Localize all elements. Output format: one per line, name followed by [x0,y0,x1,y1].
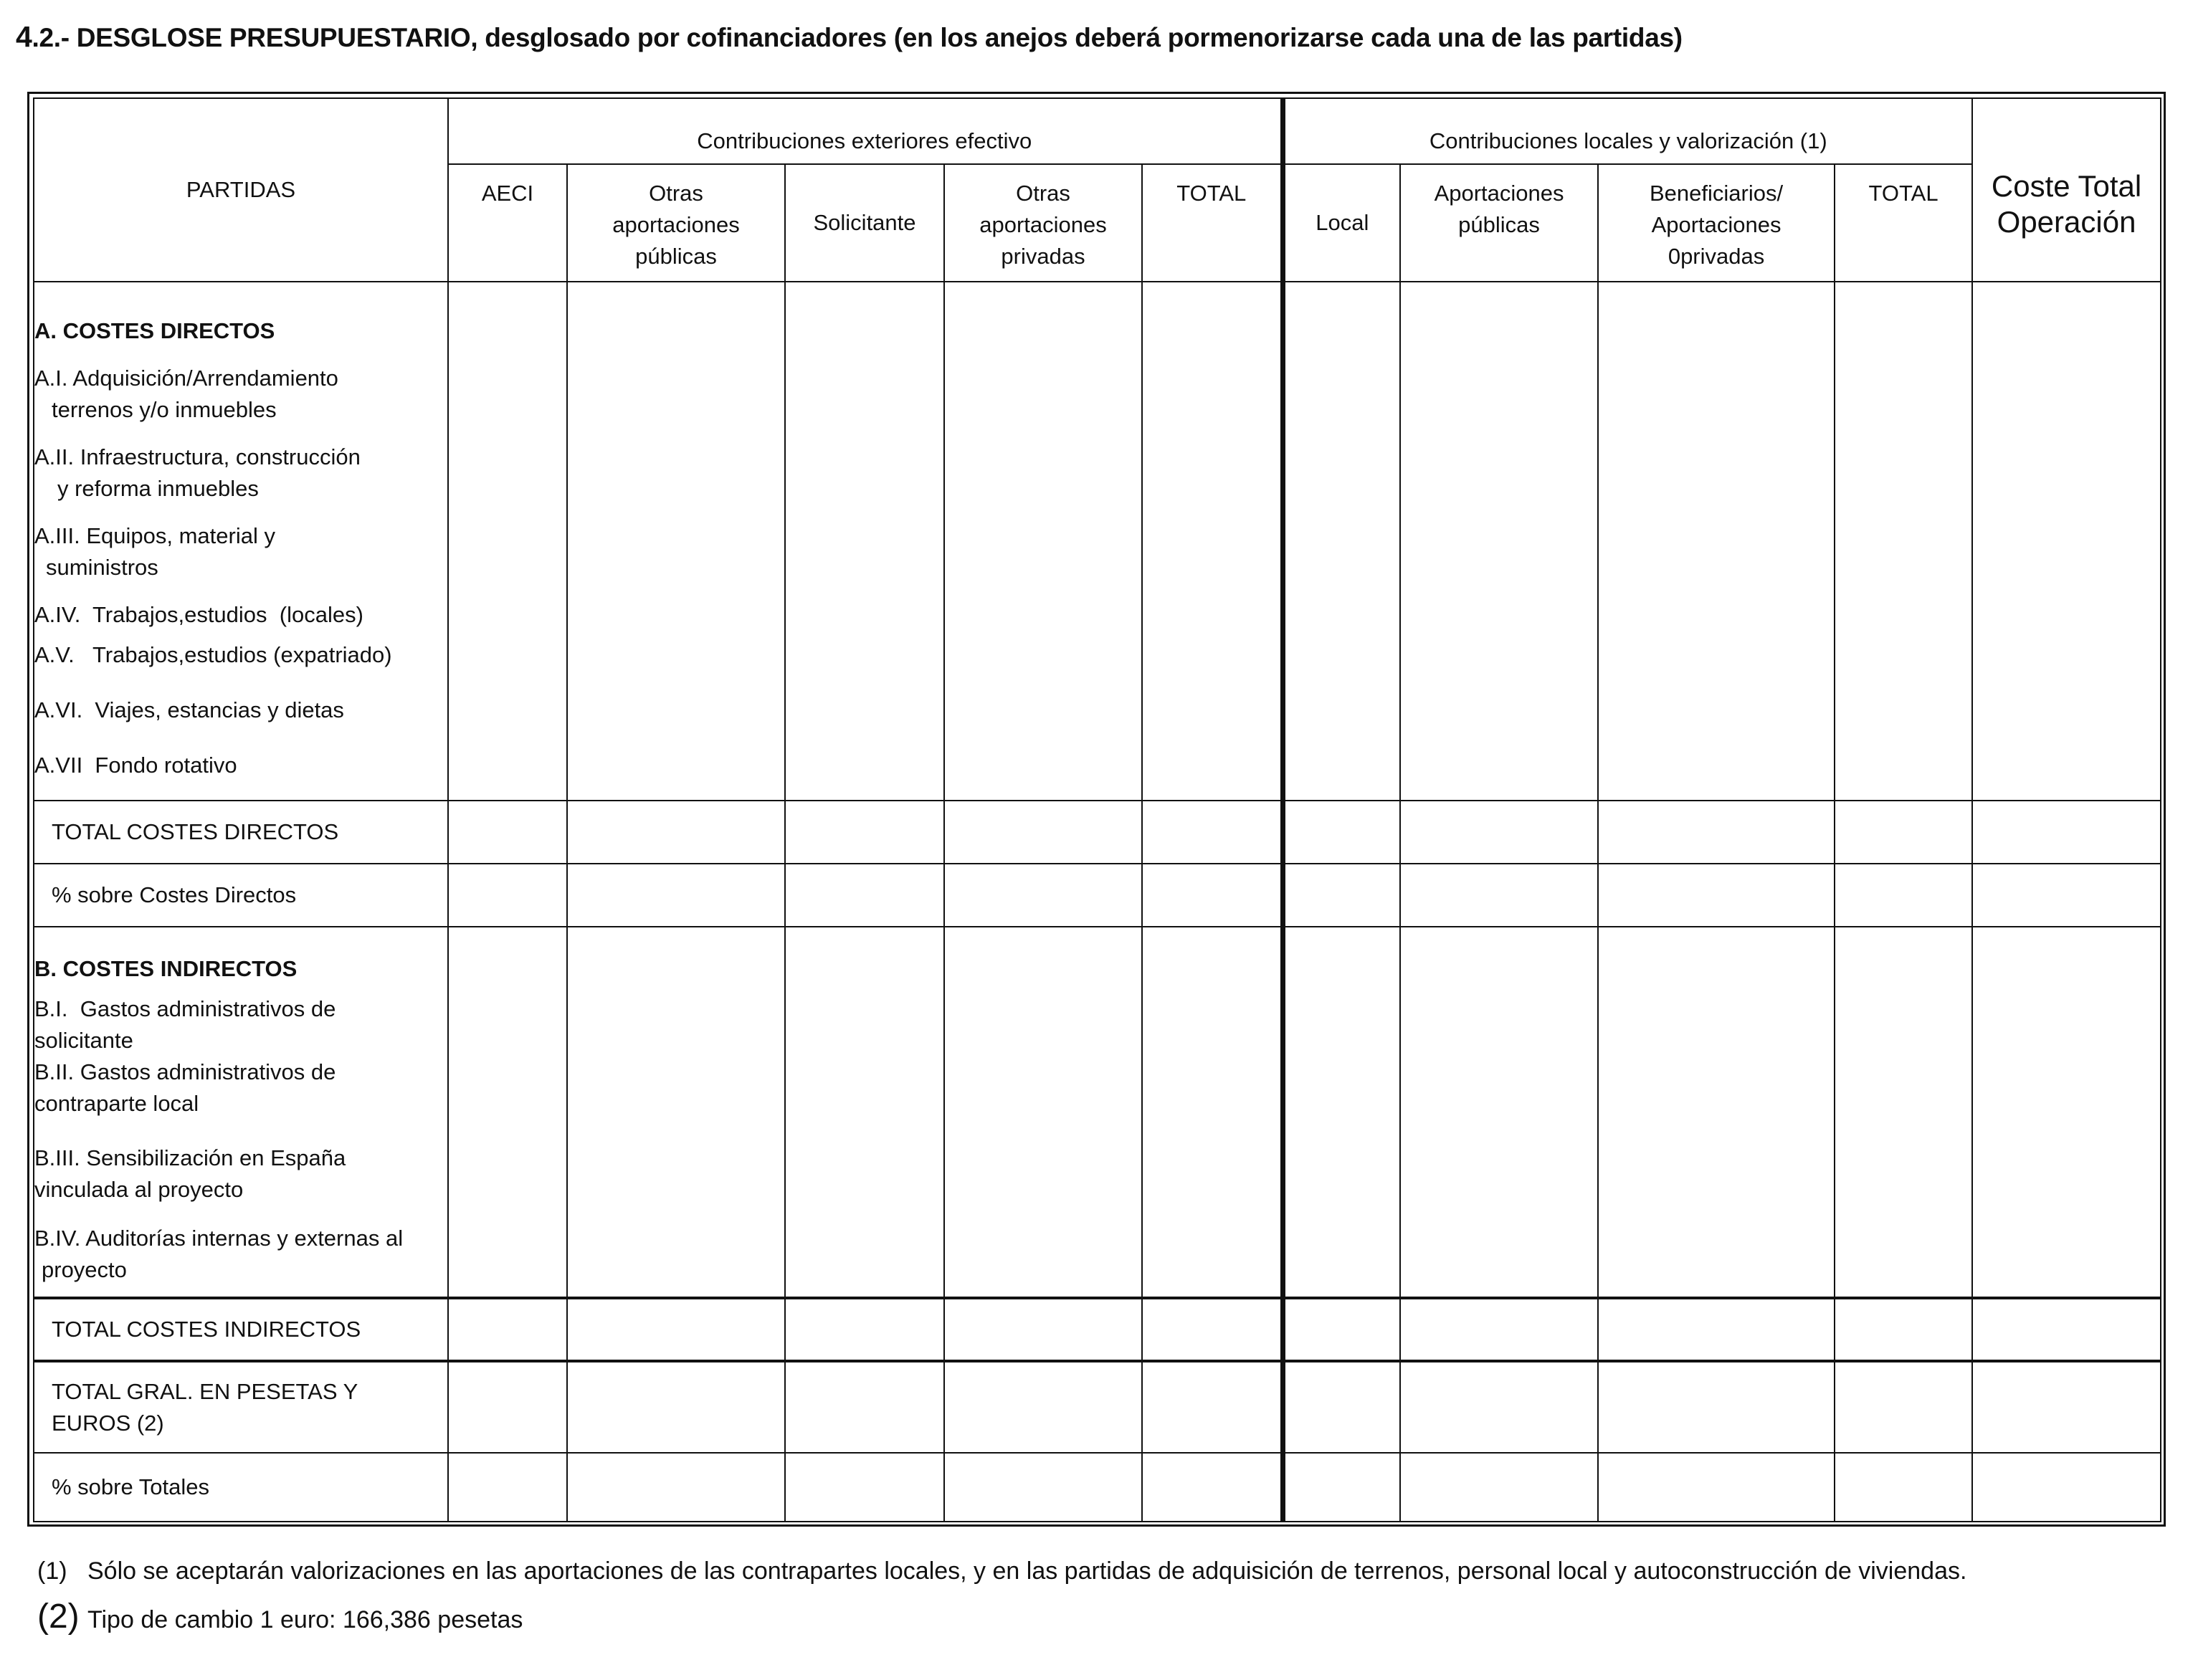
cell[interactable] [1142,1361,1283,1453]
footnote-1-text: Sólo se aceptarán valorizaciones en las aportaciones de las contrapartes locales, y en las partidas de adquisición de terrenos, personal local y autoconstrucción de viviendas. [87,1557,1967,1585]
cell[interactable] [567,927,785,1298]
partidas-header: PARTIDAS [34,98,448,282]
cell[interactable] [1142,801,1283,864]
cell[interactable] [1598,927,1835,1298]
footnote-2-text: Tipo de cambio 1 euro: 166,386 pesetas [87,1606,523,1633]
item-b-iii-cont: vinculada al proyecto [34,1176,244,1202]
section-a-cell [34,282,448,801]
cell[interactable] [1142,1298,1283,1361]
col-header-otras-publicas [567,164,785,282]
item-b-ii: B.II. Gastos administrativos de [34,1059,336,1084]
item-a-i-cont: terrenos y/o inmuebles [52,397,277,422]
col-header-aportaciones-publicas [1400,164,1598,282]
col-header-text: privadas [1001,244,1085,269]
cell[interactable] [567,1361,785,1453]
item-a-iii-cont: suministros [46,555,158,580]
section-heading [16,20,1683,54]
item-a-v: A.V. Trabajos,estudios (expatriado) [34,642,392,667]
budget-table [33,97,2161,1522]
item-a-ii: A.II. Infraestructura, construcción [34,444,361,469]
item-b-iv: B.IV. Auditorías internas y externas al [34,1225,404,1251]
col-header-beneficiarios [1598,164,1835,282]
cell[interactable] [448,282,567,801]
cell[interactable] [1835,927,1972,1298]
pct-totales-label: % sobre Totales [34,1453,448,1522]
cell[interactable] [1283,1361,1400,1453]
item-a-i: A.I. Adquisición/Arrendamiento [34,366,338,391]
col-header-text: TOTAL [1868,181,1939,206]
cell[interactable] [944,282,1142,801]
col-header-text: Aportaciones [1651,212,1781,237]
cell[interactable] [448,1361,567,1453]
item-b-iii: B.III. Sensibilización en España [34,1145,346,1170]
coste-total-header [1972,98,2161,282]
cell[interactable] [1283,1453,1400,1522]
total-general-line2: EUROS (2) [52,1410,164,1436]
cell[interactable] [448,801,567,864]
cell[interactable] [1598,1361,1835,1453]
cell[interactable] [1400,1298,1598,1361]
cell[interactable] [448,1298,567,1361]
cell[interactable] [944,1298,1142,1361]
item-a-iv: A.IV. Trabajos,estudios (locales) [34,602,363,627]
item-a-vi: A.VI. Viajes, estancias y dietas [34,697,344,722]
cell[interactable] [1598,1298,1835,1361]
cell[interactable] [567,282,785,801]
cell[interactable] [1835,282,1972,801]
cell[interactable] [567,801,785,864]
cell[interactable] [1835,864,1972,927]
coste-total-line1: Coste Total [1991,169,2142,203]
cell[interactable] [1835,1298,1972,1361]
col-header-total-exteriores [1142,164,1283,282]
cell[interactable] [1283,801,1400,864]
cell[interactable] [1598,1453,1835,1522]
col-header-solicitante [785,164,944,282]
total-general-label [34,1361,448,1453]
cell[interactable] [785,1453,944,1522]
section-b-title: B. COSTES INDIRECTOS [34,955,298,981]
item-a-iii: A.III. Equipos, material y [34,523,275,548]
item-b-ii-cont: contraparte local [34,1090,199,1116]
cell[interactable] [1972,801,2161,864]
cell[interactable] [944,864,1142,927]
cell[interactable] [1142,282,1283,801]
item-a-vii: A.VII Fondo rotativo [34,753,237,778]
cell[interactable] [1598,864,1835,927]
cell[interactable] [1400,1361,1598,1453]
col-header-text: Otras [1016,181,1070,206]
footnote-2 [37,1594,1966,1643]
col-header-text: Aportaciones [1434,181,1564,206]
col-header-aeci [448,164,567,282]
cell[interactable] [1972,1361,2161,1453]
col-header-text: Beneficiarios/ [1650,181,1784,206]
cell[interactable] [944,927,1142,1298]
col-header-text: Otras [649,181,703,206]
col-header-text: públicas [1458,212,1540,237]
col-header-text: aportaciones [612,212,740,237]
cell[interactable] [1835,801,1972,864]
cell[interactable] [785,927,944,1298]
cell[interactable] [1400,282,1598,801]
cell[interactable] [1598,282,1835,801]
cell[interactable] [785,801,944,864]
cell[interactable] [1972,927,2161,1298]
footnotes [37,1548,1966,1643]
total-general-line1: TOTAL GRAL. EN PESETAS Y [52,1378,358,1404]
cell[interactable] [785,1361,944,1453]
cell[interactable] [1400,864,1598,927]
item-a-ii-cont: y reforma inmuebles [57,476,259,501]
col-header-text: TOTAL [1176,181,1247,206]
cell[interactable] [1972,282,2161,801]
cell[interactable] [1400,1453,1598,1522]
cell[interactable] [1142,927,1283,1298]
col-header-otras-privadas [944,164,1142,282]
group-header-locales: Contribuciones locales y valorización (1) [1283,98,1972,164]
cell[interactable] [448,927,567,1298]
cell[interactable] [944,1361,1142,1453]
section-number: 4 [16,20,32,53]
col-header-local [1283,164,1400,282]
cell[interactable] [448,864,567,927]
col-header-text: Solicitante [813,210,916,235]
cell[interactable] [785,282,944,801]
cell[interactable] [1283,927,1400,1298]
cell[interactable] [1400,801,1598,864]
coste-total-line2: Operación [1997,205,2136,239]
col-header-text: aportaciones [979,212,1107,237]
cell[interactable] [567,1298,785,1361]
col-header-aeci-text: AECI [481,181,534,206]
cell[interactable] [567,864,785,927]
cell[interactable] [1283,282,1400,801]
col-header-text: 0privadas [1668,244,1765,269]
cell[interactable] [1835,1453,1972,1522]
cell[interactable] [1142,1453,1283,1522]
section-title: .2.- DESGLOSE PRESUPUESTARIO, desglosado por cofinanciadores (en los anejos deberá pormenorizarse cada una de las partidas) [32,23,1683,52]
cell[interactable] [448,1453,567,1522]
total-costes-indirectos-label: TOTAL COSTES INDIRECTOS [34,1298,448,1361]
cell[interactable] [1972,1453,2161,1522]
col-header-text: públicas [635,244,717,269]
cell[interactable] [1835,1361,1972,1453]
item-b-i-cont: solicitante [34,1027,133,1053]
footnote-1-mark: (1) [37,1557,67,1585]
cell[interactable] [1400,927,1598,1298]
cell[interactable] [1283,864,1400,927]
item-b-iv-cont: proyecto [42,1256,127,1282]
cell[interactable] [944,801,1142,864]
item-b-i: B.I. Gastos administrativos de [34,996,336,1021]
cell[interactable] [944,1453,1142,1522]
footnote-2-mark: (2) [37,1598,80,1636]
total-costes-directos-label: TOTAL COSTES DIRECTOS [34,801,448,864]
cell[interactable] [785,864,944,927]
cell[interactable] [1972,864,2161,927]
cell[interactable] [1972,1298,2161,1361]
cell[interactable] [1598,801,1835,864]
cell[interactable] [1283,1298,1400,1361]
cell[interactable] [567,1453,785,1522]
section-b-cell [34,927,448,1298]
col-header-total-locales [1835,164,1972,282]
footnote-1 [37,1548,1966,1594]
col-header-text: Local [1316,210,1369,235]
cell[interactable] [1142,864,1283,927]
pct-costes-directos-label: % sobre Costes Directos [34,864,448,927]
section-a-title: A. COSTES DIRECTOS [34,318,275,343]
cell[interactable] [785,1298,944,1361]
group-header-exteriores: Contribuciones exteriores efectivo [448,98,1283,164]
